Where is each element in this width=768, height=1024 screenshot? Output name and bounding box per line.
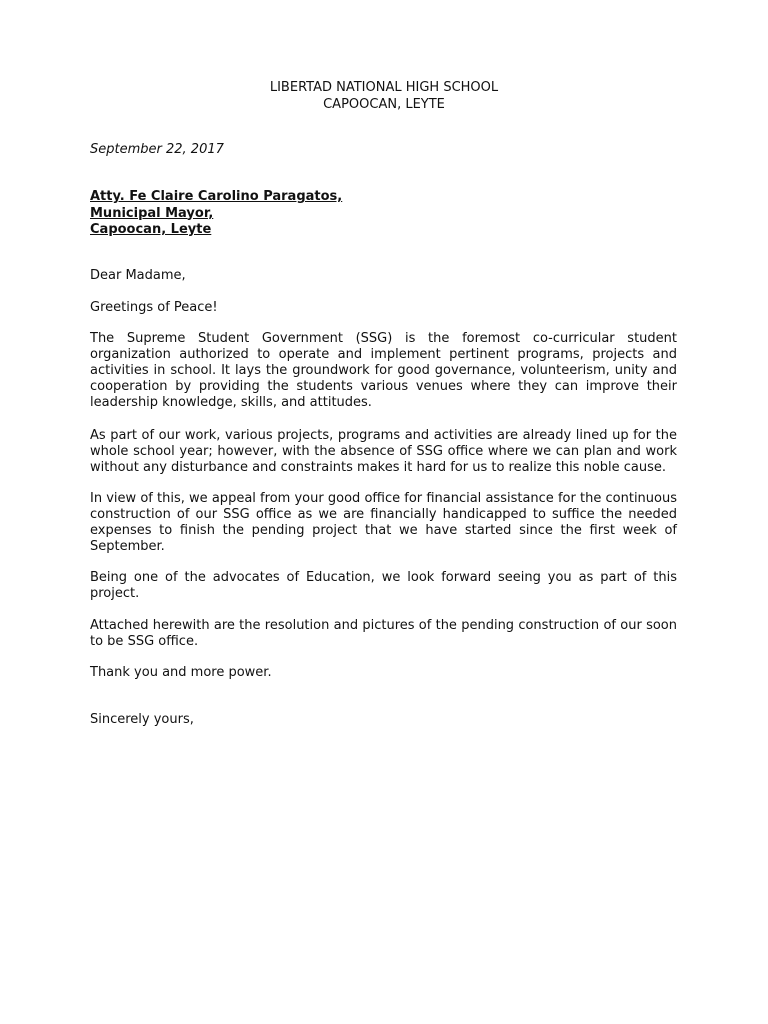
letter-date: September 22, 2017 <box>90 142 224 157</box>
salutation: Dear Madame, <box>90 268 186 283</box>
paragraph-work: As part of our work, various projects, programs and activities are already lined up for the whole school year; however, with the absence of SSG office where we can plan and work without any disturbance and constraints makes it hard for us to realize this noble cause. <box>90 428 677 475</box>
paragraph-ssg-intro: The Supreme Student Government (SSG) is the foremost co-curricular student organization authorized to operate and implement pertinent programs, projects and activities in school. It lays the groundwork for good governance, volunteerism, unity and cooperation by providing the students various venues where they can improve their leadership knowledge, skills, and attitudes. <box>90 331 677 410</box>
closing-line: Sincerely yours, <box>90 712 194 727</box>
greeting: Greetings of Peace! <box>90 300 218 315</box>
recipient-name: Atty. Fe Claire Carolino Paragatos, <box>90 189 343 204</box>
letterhead <box>0 79 768 113</box>
school-name: LIBERTAD NATIONAL HIGH SCHOOL <box>269 80 499 95</box>
paragraph-attachments: Attached herewith are the resolution and pictures of the pending construction of our soon to be SSG office. <box>90 618 677 649</box>
recipient-block <box>90 189 677 239</box>
paragraph-advocates: Being one of the advocates of Education, we look forward seeing you as part of this project. <box>90 570 677 601</box>
recipient-title: Municipal Mayor, <box>90 205 214 221</box>
paragraph-appeal: In view of this, we appeal from your good office for financial assistance for the continuous construction of our SSG office as we are financially handicapped to suffice the needed expenses to finish the pending project that we have started since the first week of September. <box>90 491 677 554</box>
thanks-line: Thank you and more power. <box>90 665 272 680</box>
recipient-address: Capoocan, Leyte <box>90 222 212 237</box>
school-location: CAPOOCAN, LEYTE <box>323 97 445 112</box>
